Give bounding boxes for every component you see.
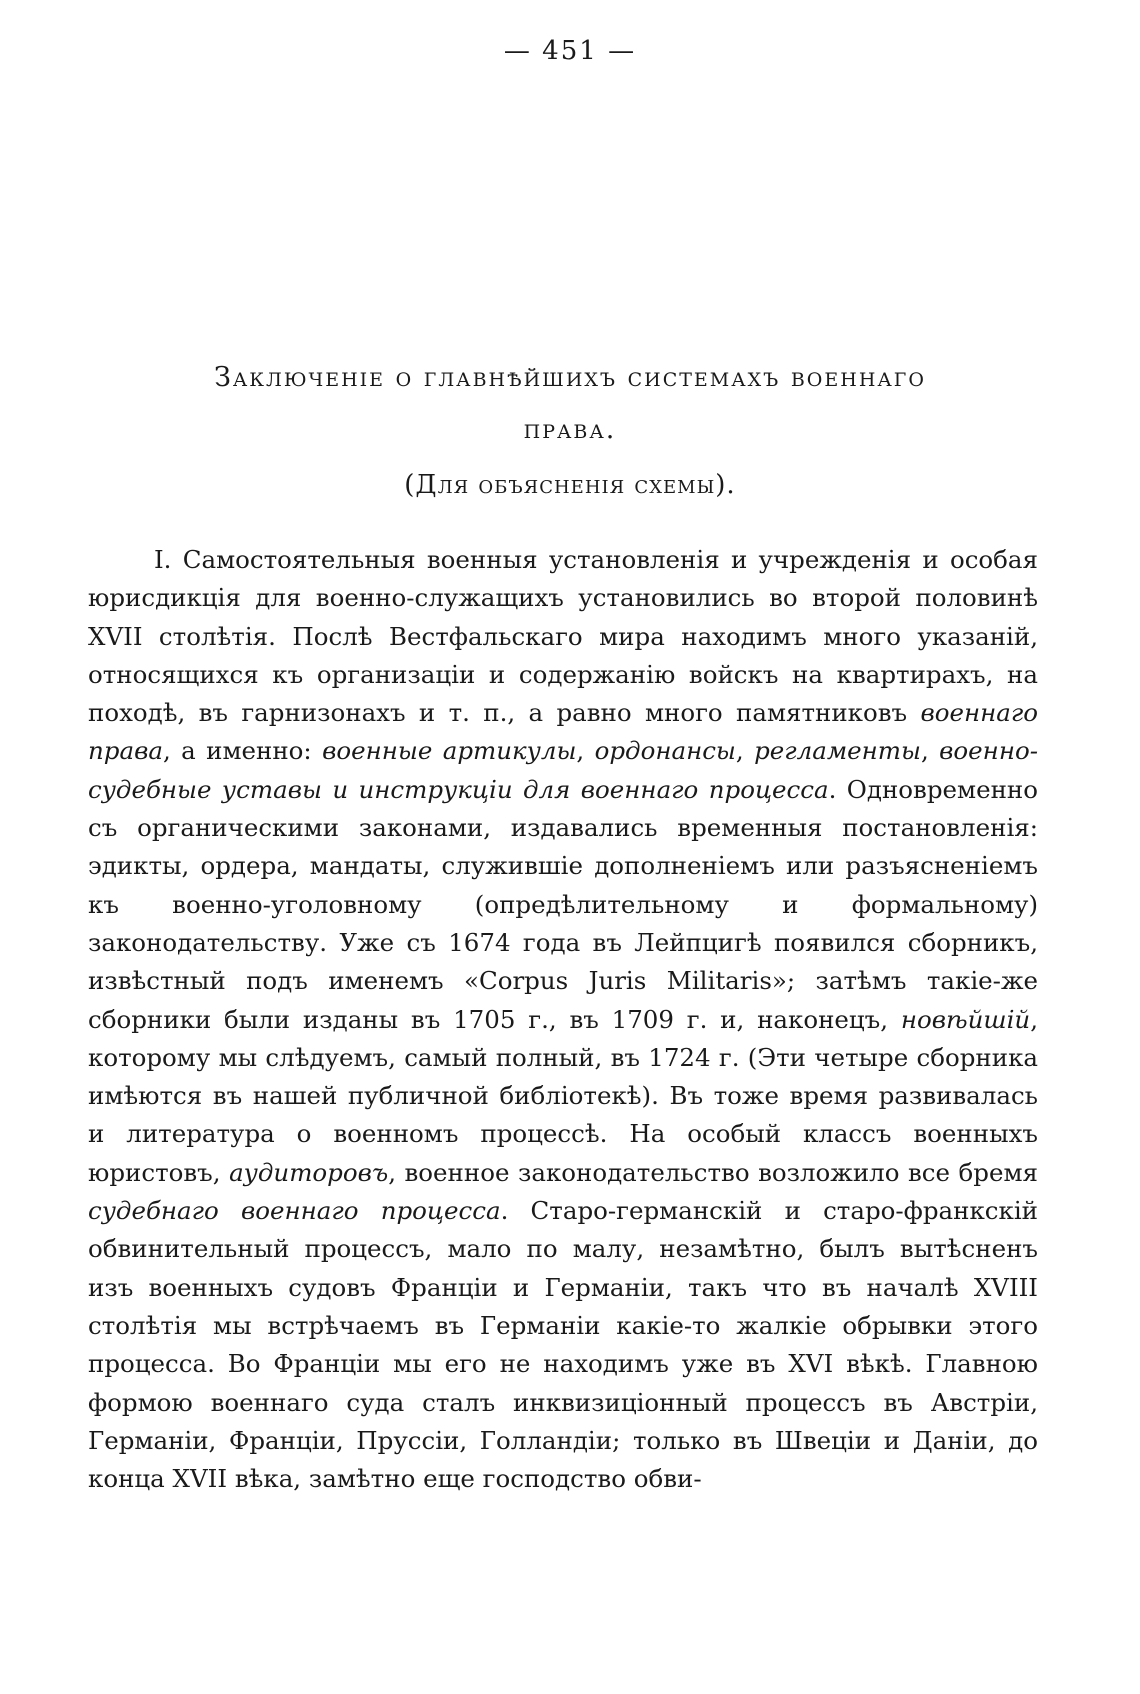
text-run: . Старо-германскій и старо-франкскій обвинительный процессъ, мало по малу, незамѣтно, былъ вытѣсненъ изъ военныхъ судовъ Франціи и Германіи, такъ что въ началѣ XVIII столѣтія мы встрѣчаемъ въ Германіи какіе-то жалкіе обрывки этого процесса. Во Франціи мы его не находимъ уже въ XVI вѣкѣ. Главною формою военнаго суда сталъ инквизиціонный процессъ въ Австріи, Германіи, Франціи, Пруссіи, Голландіи; только въ Швеціи и Даніи, до конца XVII вѣка, замѣтно еще господство обви- bbox=[88, 1196, 1038, 1494]
text-run: , bbox=[576, 736, 595, 766]
body-paragraph bbox=[88, 541, 1038, 1498]
text-run: , военное законодательство возложило все бремя bbox=[388, 1157, 1038, 1187]
italic-term: судебнаго военнаго процесса bbox=[88, 1196, 501, 1226]
text-run: , которому мы слѣдуемъ, самый полный, въ 1724 г. (Эти четыре сборника имѣются въ нашей публичной библіотекѣ). Въ тоже время развивалась и литература о военномъ процессѣ. На особый классъ военныхъ юристовъ, bbox=[88, 1004, 1038, 1187]
chapter-title-line2: права. bbox=[523, 414, 617, 445]
text-run: , bbox=[920, 736, 940, 766]
italic-term: аудиторовъ bbox=[229, 1157, 389, 1187]
text-run: I. Самостоятельныя военныя установленія и учрежденія и особая юрисдикція для военно-служащихъ установились во второй половинѣ XVII столѣтія. Послѣ Вестфальскаго мира находимъ много указаній, относящихся къ организаціи и содержанію войскъ на квартирахъ, на походѣ, въ гарнизонахъ и т. п., а равно много памятниковъ bbox=[88, 545, 1038, 728]
text-run: , а именно: bbox=[162, 736, 323, 766]
italic-term: ордонансы bbox=[594, 736, 736, 766]
page-number: — 451 — bbox=[503, 36, 637, 66]
italic-term: регламенты bbox=[754, 736, 921, 766]
italic-term: военные артикулы bbox=[322, 736, 577, 766]
text-run: . Одновременно съ органическими законами, издавались временныя постановленія: эдикты, ордера, мандаты, служившіе дополненіемъ или разъясненіемъ къ военно-уголовному (опредѣлительному и формальному) законодательству. Уже съ 1674 года въ Лейпцигѣ появился сборникъ, извѣстный подъ именемъ «Corpus Juris Militaris»; затѣмъ такіе-же сборники были изданы въ 1705 г., въ 1709 г. и, наконецъ, bbox=[88, 774, 1038, 1034]
chapter-subtitle: (Для объясненія схемы). bbox=[404, 470, 736, 500]
italic-term: новѣйшій bbox=[900, 1004, 1031, 1034]
chapter-title-line1: Заключеніе о главнѣйшихъ системахъ военнаго bbox=[214, 362, 926, 393]
chapter-title bbox=[80, 352, 1060, 456]
text-run: , bbox=[735, 736, 755, 766]
italic-term: военнаго права bbox=[88, 698, 1038, 766]
italic-term: военно-судебные уставы и инструкціи для военнаго процесса bbox=[88, 736, 1038, 804]
